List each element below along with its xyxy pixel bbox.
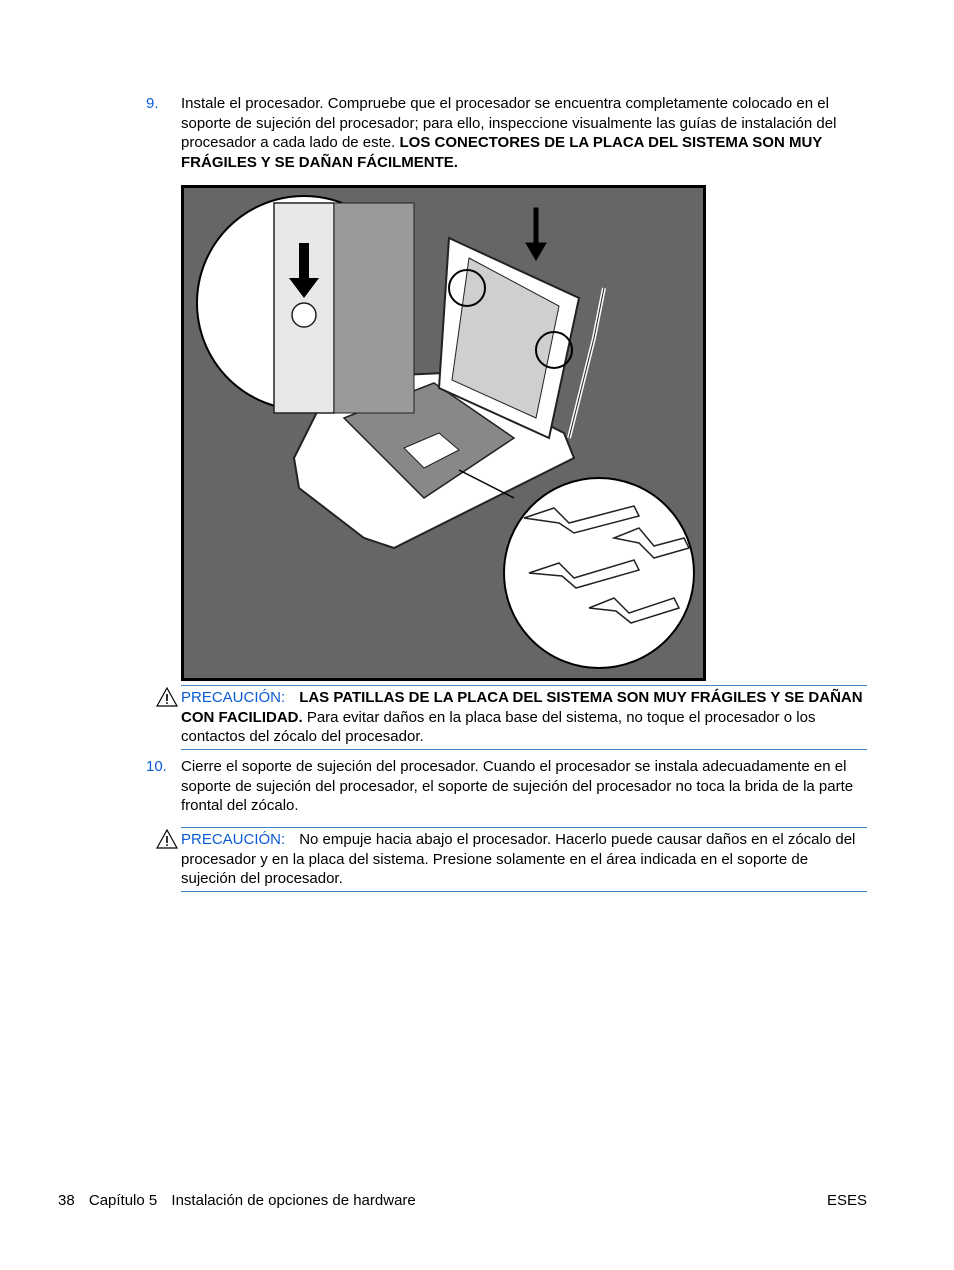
zoom-pin-texture xyxy=(334,203,414,413)
caution-2 xyxy=(181,827,867,892)
zoom-guide-key-shape xyxy=(292,303,316,327)
footer-left xyxy=(58,1191,426,1211)
caution-label: PRECAUCIÓN: xyxy=(181,831,286,848)
caution-label: PRECAUCIÓN: xyxy=(181,689,286,706)
caution-1 xyxy=(181,685,867,750)
warning-triangle-icon xyxy=(156,829,178,849)
step-body: Instale el procesador. Compruebe que el procesador se encuentra completamente colocado en el soporte de sujeción del procesador; para ello, inspeccione visualmente las guías de instalación del procesador a cada lado de este. xyxy=(181,95,837,151)
step-number: 9. xyxy=(146,95,159,112)
step-number: 10. xyxy=(146,758,167,775)
step-text: Cierre el soporte de sujeción del procesador. Cuando el procesador se instala adecuadamente en el soporte de sujeción del procesador, el soporte de sujeción del procesador no toca la brida de la parte frontal del zócalo. xyxy=(181,758,854,814)
processor-socket-illustration xyxy=(184,188,703,678)
step-9 xyxy=(146,94,866,172)
step-warning: LOS CONECTORES DE LA PLACA DEL SISTEMA SON MUY FRÁGILES Y SE DAÑAN FÁCILMENTE. xyxy=(181,134,823,171)
processor-installation-figure xyxy=(181,185,706,681)
chapter-title: Instalación de opciones de hardware xyxy=(171,1192,416,1209)
footer-locale: ESES xyxy=(826,1192,867,1209)
caution-body: Para evitar daños en la placa base del sistema, no toque el procesador o los contactos del zócalo del procesador. xyxy=(181,708,816,745)
step-10 xyxy=(146,757,866,816)
page-number: 38 xyxy=(58,1192,75,1209)
caution-warning: LAS PATILLAS DE LA PLACA DEL SISTEMA SON MUY FRÁGILES Y SE DAÑAN CON FACILIDAD. xyxy=(181,689,863,726)
press-arrow-icon xyxy=(526,208,546,260)
warning-triangle-icon xyxy=(156,687,178,707)
caution-body: No empuje hacia abajo el procesador. Hacerlo puede causar daños en el zócalo del procesador y en la placa del sistema. Presione solamente en el área indicada en el soporte de sujeción del procesador. xyxy=(181,831,856,887)
step-text xyxy=(181,94,866,172)
chapter-label: Capítulo 5 xyxy=(88,1192,158,1209)
page-footer xyxy=(58,1191,867,1211)
